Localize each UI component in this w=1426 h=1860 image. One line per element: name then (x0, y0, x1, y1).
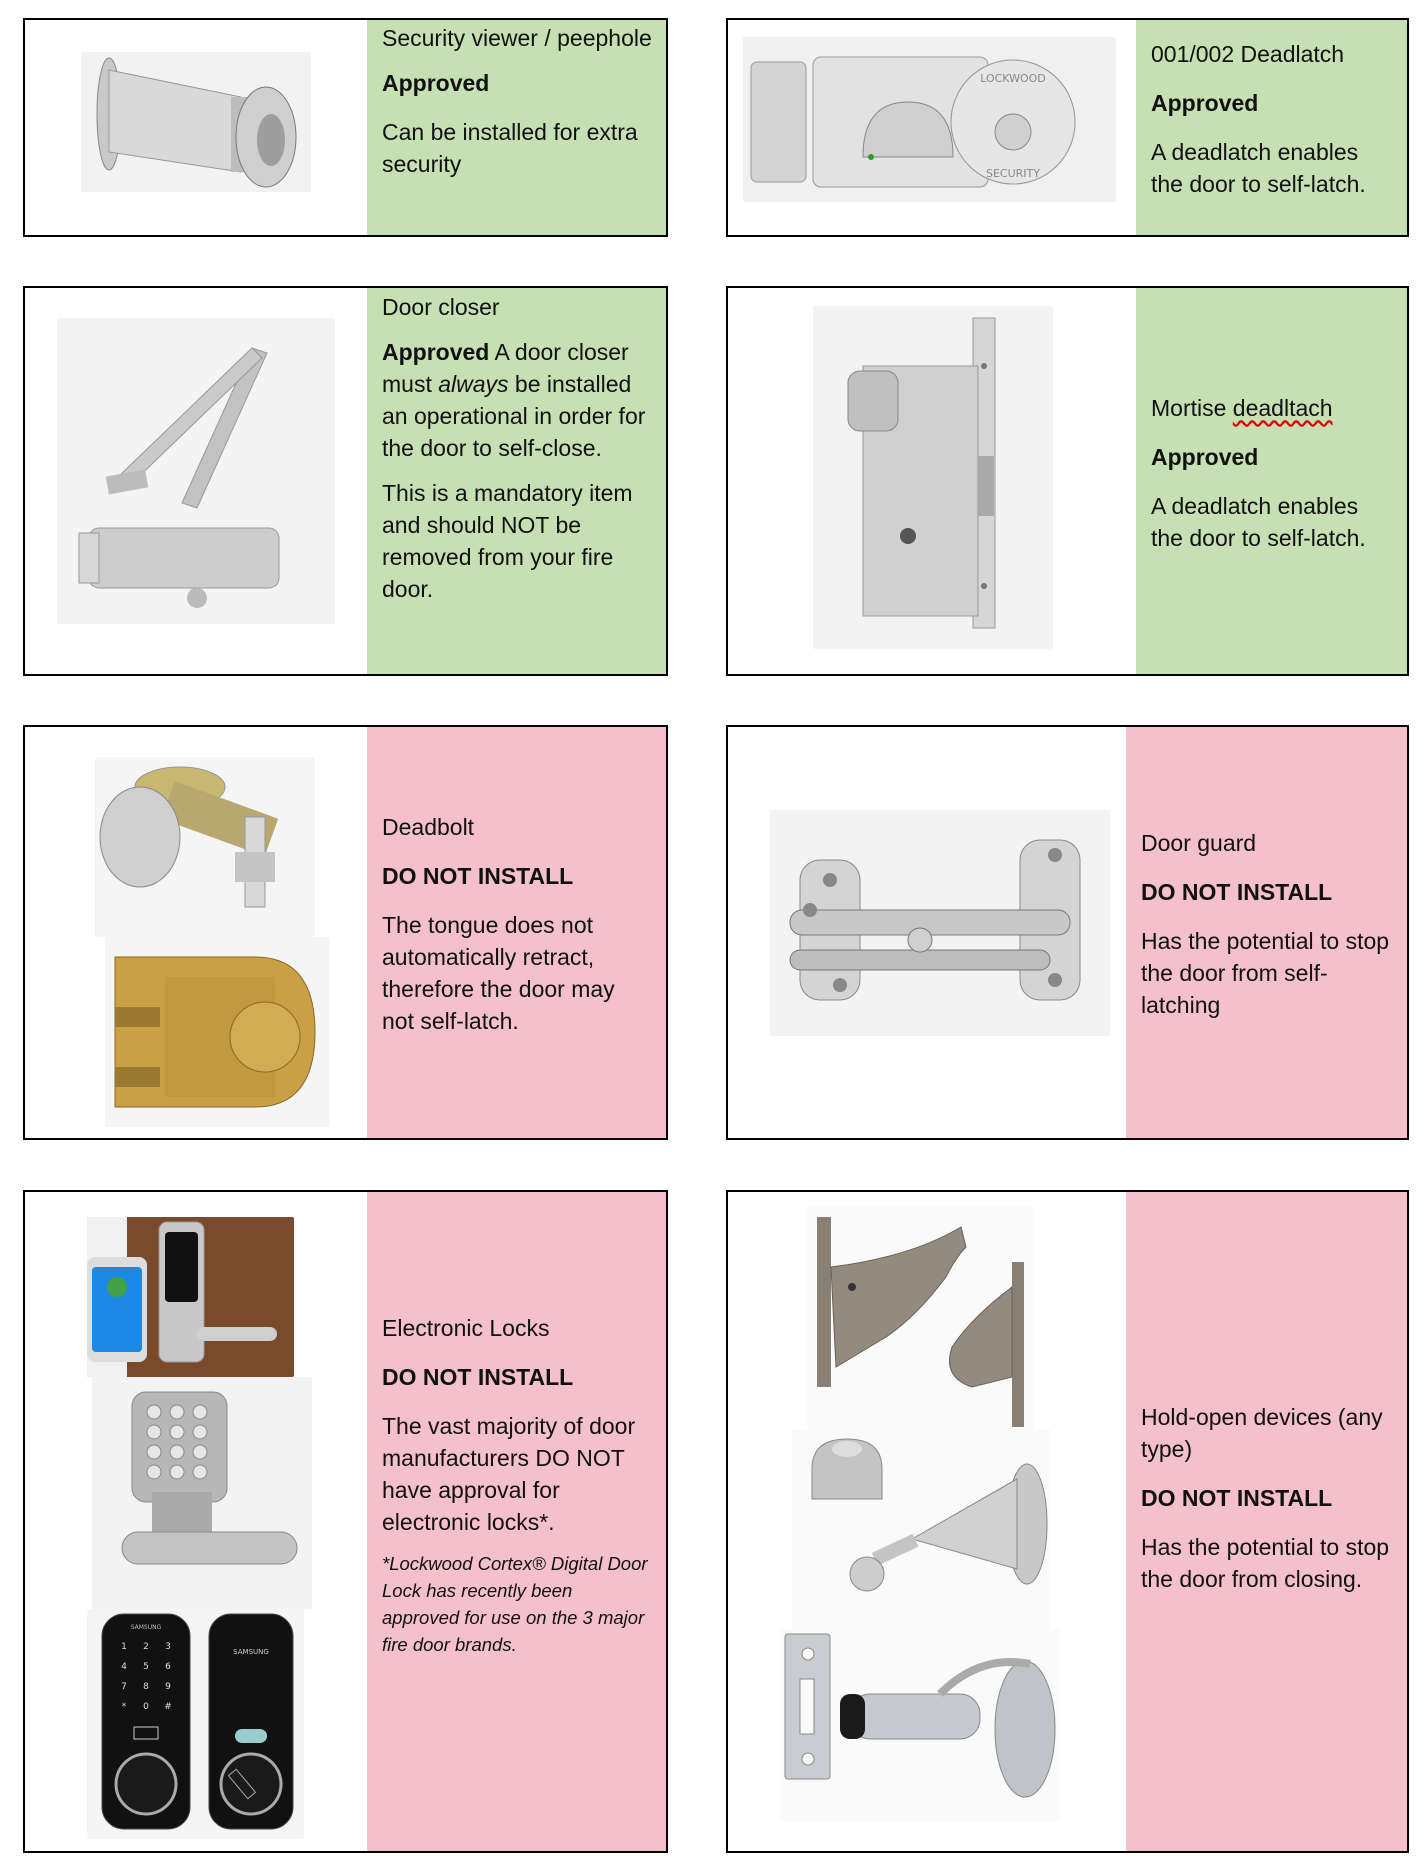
svg-text:SAMSUNG: SAMSUNG (233, 1648, 269, 1656)
keypad-lever-lock-image (92, 1377, 312, 1609)
do-not-install-panel (1126, 1192, 1407, 1851)
card-door-closer (23, 286, 668, 676)
door-closer-image (57, 318, 335, 624)
card-image-area (25, 20, 367, 235)
item-title: Mortise deadltach (1151, 394, 1333, 421)
door-holder-stop-image (780, 1629, 1060, 1822)
do-not-install-panel (1126, 727, 1407, 1138)
svg-text:1: 1 (121, 1642, 127, 1652)
status-do-not-install: DO NOT INSTALL (1141, 1485, 1333, 1511)
svg-text:SAMSUNG: SAMSUNG (130, 1624, 162, 1631)
svg-text:7: 7 (121, 1682, 127, 1692)
card-mortise-deadlatch (726, 286, 1409, 676)
status-approved: Approved (382, 339, 490, 365)
approved-panel (367, 288, 666, 674)
card-image-area (25, 727, 367, 1138)
spelling-error-underline: deadltach (1232, 394, 1333, 421)
svg-text:SECURITY: SECURITY (986, 167, 1040, 180)
item-description: Can be installed for extra security (382, 119, 638, 177)
card-image-area (728, 20, 1136, 235)
hook-holder-image (807, 1207, 1034, 1429)
item-description: Has the potential to stop the door from closing. (1141, 1534, 1390, 1592)
item-description: A deadlatch enables the door to self-latch. (1151, 139, 1366, 197)
status-do-not-install: DO NOT INSTALL (382, 863, 574, 889)
footnote-lockwood-cortex: *Lockwood Cortex® Digital Door Lock has recently been approved for use on the 3 major fire door brands. (382, 1553, 648, 1655)
samsung-digital-deadbolt-image (87, 1609, 304, 1839)
item-description: The tongue does not automatically retract, therefore the door may not self-latch. (382, 912, 615, 1034)
card-image-area (25, 288, 367, 674)
card-hold-open-devices (726, 1190, 1409, 1853)
do-not-install-panel (367, 727, 666, 1138)
jimmy-proof-deadbolt-image (105, 937, 330, 1127)
svg-text:#: # (164, 1702, 172, 1712)
item-title: Door closer (382, 294, 500, 320)
svg-text:9: 9 (165, 1682, 171, 1692)
door-guard-image (770, 810, 1110, 1036)
svg-text:6: 6 (165, 1662, 171, 1672)
approved-panel (1136, 288, 1407, 674)
status-approved: Approved (382, 70, 490, 96)
svg-text:2: 2 (143, 1642, 149, 1652)
rim-deadlatch-image (743, 37, 1116, 202)
peephole-viewer-image (81, 52, 311, 192)
card-image-area (728, 1192, 1126, 1851)
approved-panel (1136, 20, 1407, 235)
magnetic-door-stop-image (792, 1429, 1050, 1629)
approved-panel (367, 20, 666, 235)
svg-text:*: * (121, 1702, 127, 1712)
item-title: Door guard (1141, 830, 1257, 856)
item-title: Security viewer / peephole (382, 25, 652, 51)
card-door-guard (726, 725, 1409, 1140)
card-image-area (728, 288, 1136, 674)
item-title: Hold-open devices (any type) (1141, 1404, 1383, 1462)
svg-text:LOCKWOOD: LOCKWOOD (980, 72, 1046, 85)
card-deadlatch (726, 18, 1409, 237)
status-approved: Approved (1151, 90, 1259, 116)
do-not-install-panel (367, 1192, 666, 1851)
card-deadbolt (23, 725, 668, 1140)
mortise-lock-image (813, 306, 1053, 649)
item-title: 001/002 Deadlatch (1151, 41, 1345, 67)
item-description: Has the potential to stop the door from self-latching (1141, 928, 1390, 1018)
item-description: Approved A door closer must always be installed an operational in order for the door to self-close. (382, 339, 646, 461)
svg-text:8: 8 (143, 1682, 149, 1692)
item-description-mandatory: This is a mandatory item and should NOT be removed from your fire door. (382, 480, 633, 602)
deadbolt-image (95, 757, 315, 937)
status-approved: Approved (1151, 443, 1259, 470)
card-image-area (728, 727, 1126, 1138)
item-title: Deadbolt (382, 814, 475, 840)
card-image-area (25, 1192, 367, 1851)
svg-text:4: 4 (121, 1662, 127, 1672)
item-description: The vast majority of door manufacturers DO NOT have approval for electronic locks*. (382, 1413, 636, 1535)
item-title: Electronic Locks (382, 1315, 550, 1341)
card-electronic-locks (23, 1190, 668, 1853)
svg-text:3: 3 (165, 1642, 171, 1652)
smart-lever-lock-image (87, 1217, 294, 1377)
card-security-viewer (23, 18, 668, 237)
status-do-not-install: DO NOT INSTALL (1141, 879, 1333, 905)
status-do-not-install: DO NOT INSTALL (382, 1364, 574, 1390)
svg-text:0: 0 (143, 1702, 149, 1712)
svg-text:5: 5 (143, 1662, 149, 1672)
item-description: A deadlatch enables the door to self-latch. (1151, 492, 1366, 551)
